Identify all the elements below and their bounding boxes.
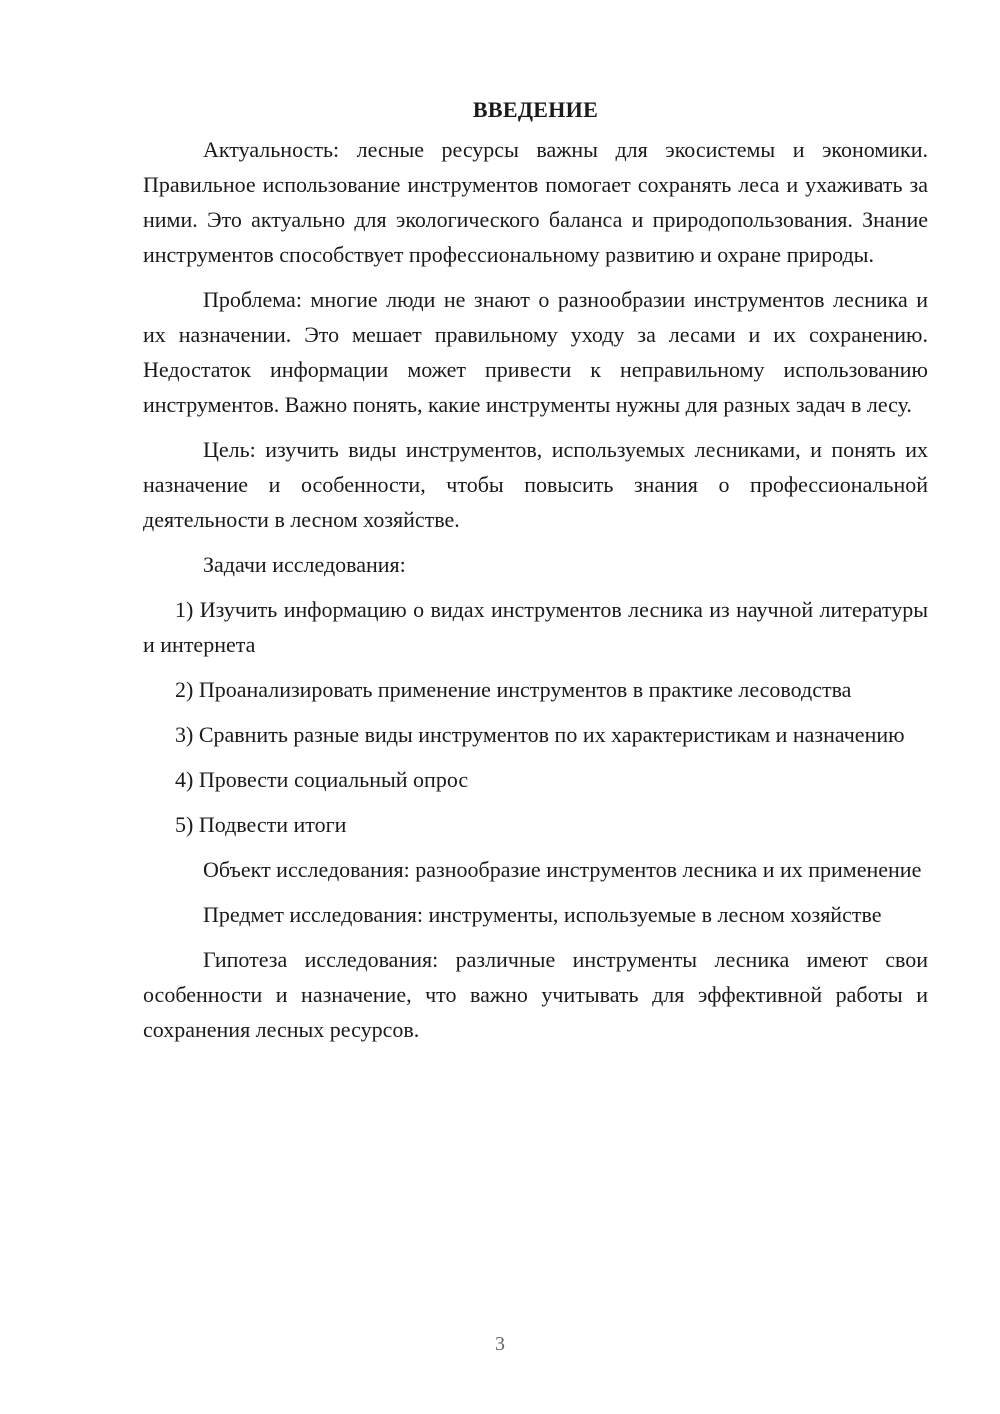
object-paragraph: Объект исследования: разнообразие инструментов лесника и их применение xyxy=(203,857,922,882)
tasks-heading: Задачи исследования: xyxy=(203,552,406,577)
list-item: 2) Проанализировать применение инструментов в практике лесоводства xyxy=(175,677,852,702)
hypothesis-paragraph: Гипотеза исследования: различные инструменты лесника имеют свои особенности и назначение, что важно учитывать для эффективной работы и сохранения лесных ресурсов. xyxy=(143,947,928,1042)
list-item: 4) Провести социальный опрос xyxy=(175,767,469,792)
problem-paragraph: Проблема: многие люди не знают о разнообразии инструментов лесника и их назначении. Это мешает правильному уходу за лесами и их сохранению. Недостаток информации может привести к неправильному использованию инструментов. Важно понять, какие инструменты нужны для разных задач в лесу. xyxy=(143,287,928,417)
relevance-paragraph: Актуальность: лесные ресурсы важны для экосистемы и экономики. Правильное использование инструментов помогает сохранять леса и ухаживать за ними. Это актуально для экологического баланса и природопользования. Знание инструментов способствует профессиональному развитию и охране природы. xyxy=(143,137,928,267)
section-title: ВВЕДЕНИЕ xyxy=(472,97,599,122)
goal-paragraph: Цель: изучить виды инструментов, используемых лесниками, и понять их назначение и особенности, чтобы повысить знания о профессиональной деятельности в лесном хозяйстве. xyxy=(143,437,928,532)
tasks-list xyxy=(143,592,928,842)
list-item: 3) Сравнить разные виды инструментов по их характеристикам и назначению xyxy=(175,722,905,747)
page-number: 3 xyxy=(495,1333,505,1355)
document-page xyxy=(143,92,928,1057)
list-item: 5) Подвести итоги xyxy=(175,812,347,837)
subject-paragraph: Предмет исследования: инструменты, используемые в лесном хозяйстве xyxy=(203,902,882,927)
list-item: 1) Изучить информацию о видах инструментов лесника из научной литературы и интернета xyxy=(143,597,928,657)
